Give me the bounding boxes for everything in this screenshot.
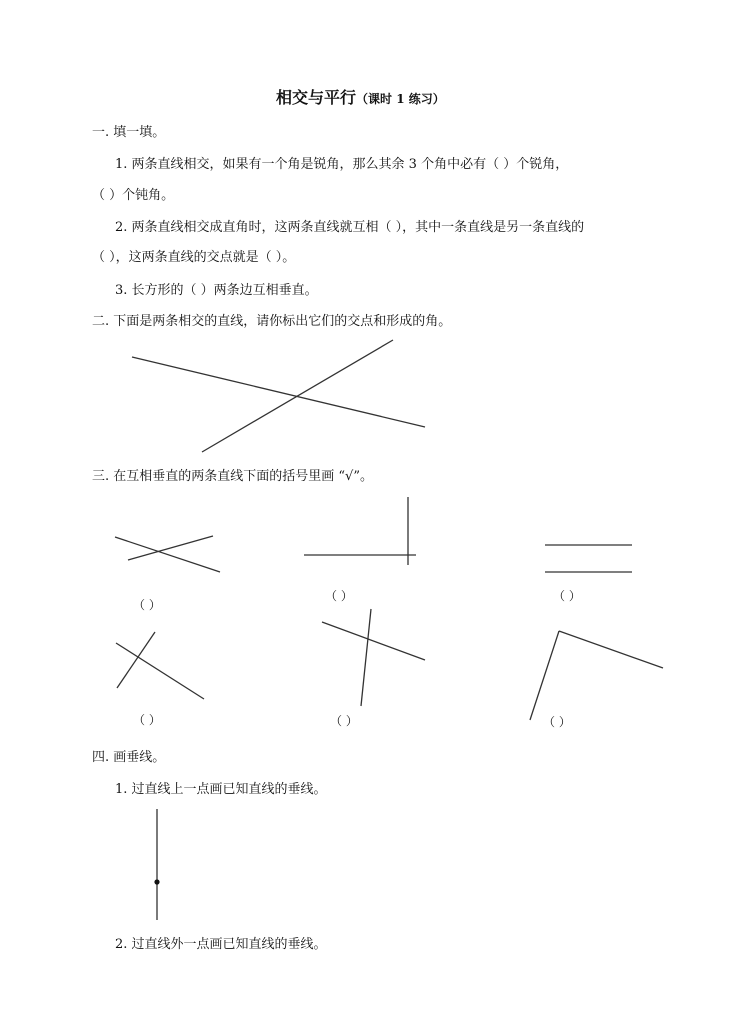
section4-q1: 1. 过直线上一点画已知直线的垂线。 [115,782,327,797]
section4-figure[interactable] [154,809,159,920]
answer-blank-6[interactable]: （ ） [543,715,571,729]
q3-text: 3. 长方形的（ ）两条边互相垂直。 [115,283,318,298]
point-on-line [154,879,159,884]
q2-line2: （ ），这两条直线的交点就是（ ）。 [92,250,296,265]
figure-5-crossed-lines [322,609,425,706]
q2-line1: 2. 两条直线相交成直角时，这两条直线就互相（ ），其中一条直线是另一条直线的 [115,220,585,235]
q1-line2: （ ）个钝角。 [92,188,175,203]
section2-heading: 二. 下面是两条相交的直线，请你标出它们的交点和形成的角。 [92,314,452,329]
figure-2-right-angle [304,497,416,565]
figure-1-crossed-lines [115,536,220,572]
answer-blank-1[interactable]: （ ） [133,598,161,612]
figure-4-perpendicular-x [116,632,204,699]
answer-blank-5[interactable]: （ ） [330,714,358,728]
section2-figure[interactable] [132,340,425,452]
q1-line1: 1. 两条直线相交，如果有一个角是锐角，那么其余 3 个角中必有（ ）个锐角， [115,157,569,172]
figure-3-parallel-lines [545,545,632,572]
answer-blank-2[interactable]: （ ） [325,589,353,603]
answer-blank-3[interactable]: （ ） [553,589,581,603]
section4-heading: 四. 画垂线。 [92,750,166,765]
title-main: 相交与平行 [276,88,357,107]
answer-blank-4[interactable]: （ ） [133,713,161,727]
section3-heading: 三. 在互相垂直的两条直线下面的括号里画 “√”。 [92,469,373,484]
line-a [132,357,425,427]
line-b [202,340,393,452]
figure-6-obtuse-angle [530,631,663,720]
section4-q2: 2. 过直线外一点画已知直线的垂线。 [115,937,327,952]
section1-heading: 一. 填一填。 [92,125,166,140]
title-sub: （课时 1 练习） [356,92,445,106]
